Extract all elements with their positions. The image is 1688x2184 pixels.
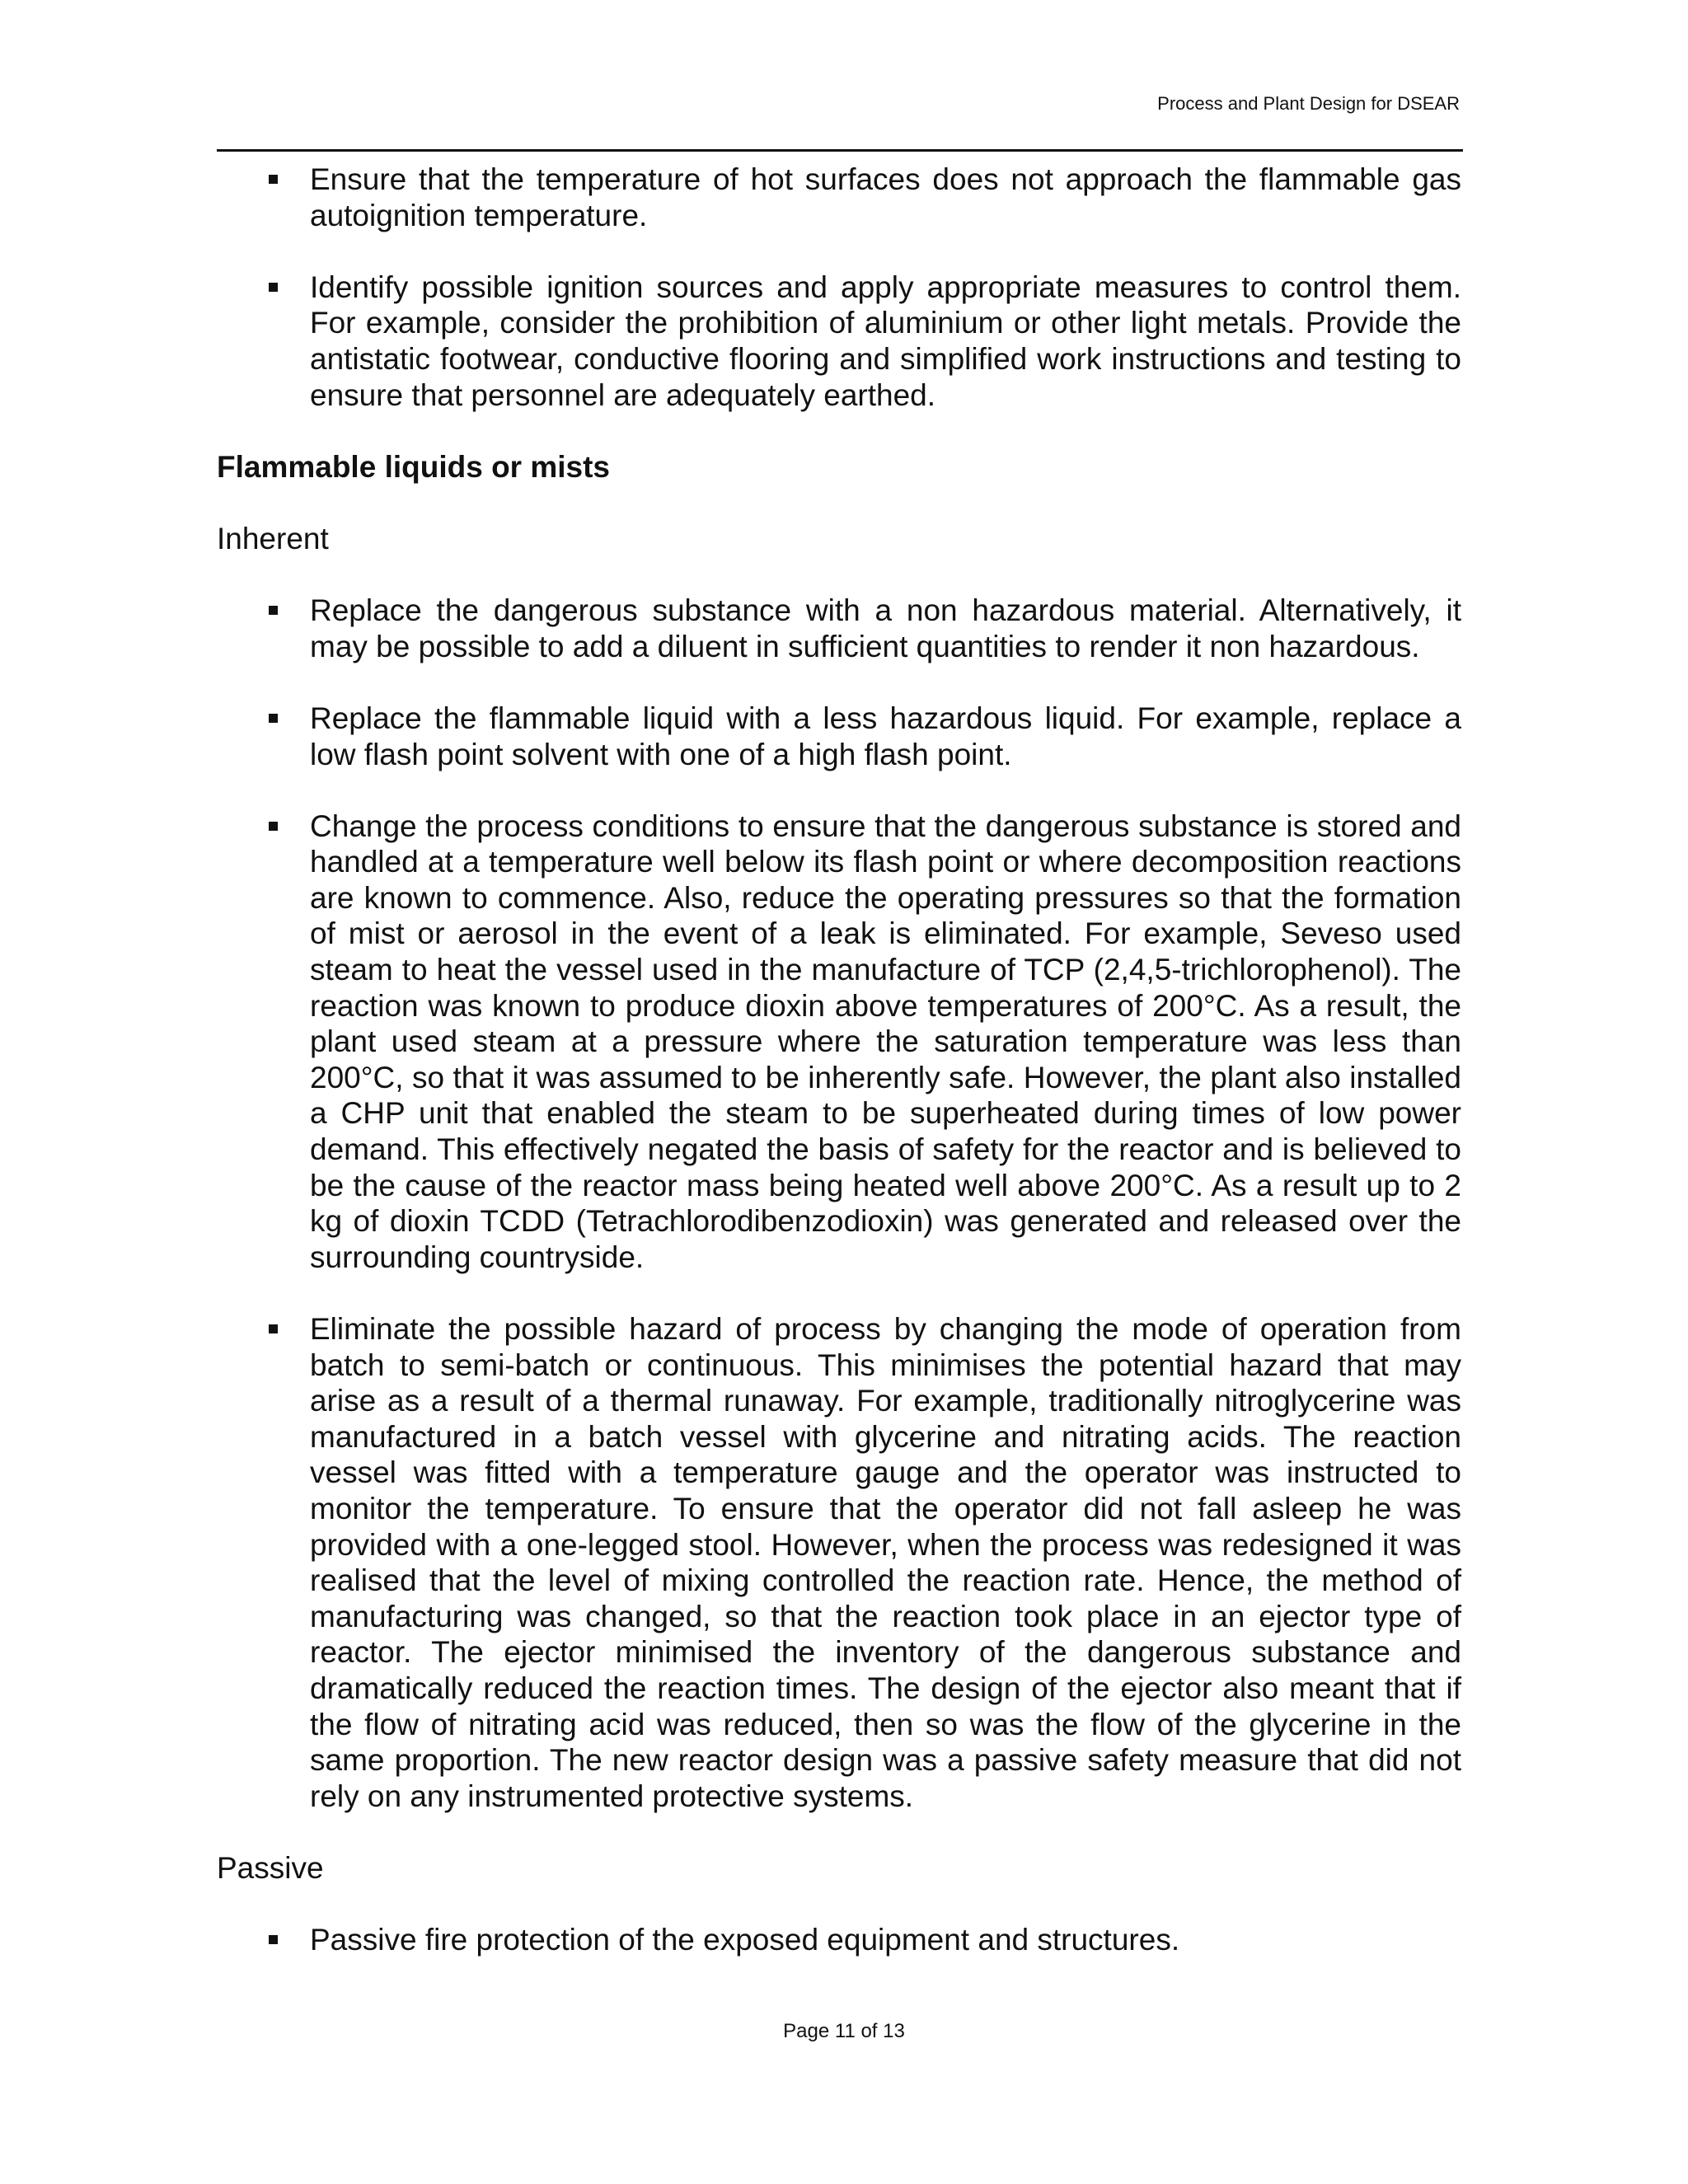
- list-item-text: Eliminate the possible hazard of process by changing the mode of operation from batch to semi-batch or continuous. This minimises the potential hazard that may arise as a result of a thermal runaway. For example, traditionally nitroglycerine was manufactured in a batch vessel with glycerine and nitrating acids. The reaction vessel was fitted with a temperature gauge and the operator was instructed to monitor the temperature. To ensure that the operator did not fall asleep he was provided with a one-legged stool. However, when the process was redesigned it was realised that the level of mixing controlled the reaction rate. Hence, the method of manufacturing was changed, so that the reaction took place in an ejector type of reactor. The ejector minimised the inventory of the dangerous substance and dramatically reduced the reaction times. The design of the ejector also meant that if the flow of nitrating acid was reduced, then so was the flow of the glycerine in the same proportion. The new reactor design was a passive safety measure that did not rely on any instrumented protective systems.: [310, 1312, 1461, 1813]
- list-item: [217, 593, 1461, 664]
- list-item: [217, 1922, 1461, 1958]
- list-item-text: Replace the dangerous substance with a non hazardous material. Alternatively, it may be possible to add a diluent in sufficient quantities to render it non hazardous.: [310, 593, 1461, 663]
- list-item-text: Replace the flammable liquid with a less hazardous liquid. For example, replace a low flash point solvent with one of a high flash point.: [310, 701, 1461, 771]
- list-item-text: Identify possible ignition sources and apply appropriate measures to control them. For example, consider the prohibition of aluminium or other light metals. Provide the antistatic footwear, conductive flooring and simplified work instructions and testing to ensure that personnel are adequately earthed.: [310, 269, 1461, 412]
- passive-bullet-list: [217, 1922, 1461, 1958]
- list-item: [217, 162, 1461, 233]
- page-number: Page 11 of 13: [783, 2020, 905, 2042]
- inherent-bullet-list: [217, 593, 1461, 1814]
- square-bullet-icon: [269, 714, 278, 723]
- running-header: Process and Plant Design for DSEAR: [1157, 93, 1460, 114]
- square-bullet-icon: [269, 1935, 278, 1944]
- inherent-subheading: Inherent: [217, 521, 329, 555]
- square-bullet-icon: [269, 606, 278, 615]
- square-bullet-icon: [269, 822, 278, 831]
- square-bullet-icon: [269, 175, 278, 184]
- square-bullet-icon: [269, 1324, 278, 1333]
- header-rule: [217, 149, 1463, 152]
- list-item: [217, 269, 1461, 413]
- list-item: [217, 701, 1461, 772]
- list-item: [217, 808, 1461, 1276]
- passive-subheading: Passive: [217, 1850, 324, 1885]
- list-item-text: Passive fire protection of the exposed equipment and structures.: [310, 1923, 1180, 1957]
- square-bullet-icon: [269, 283, 278, 292]
- document-body: [217, 162, 1461, 1994]
- section-heading: Flammable liquids or mists: [217, 449, 611, 484]
- list-item-text: Change the process conditions to ensure that the dangerous substance is stored and handled at a temperature well below its flash point or where decomposition reactions are known to commence. Also, reduce the operating pressures so that the formation of mist or aerosol in the event of a leak is eliminated. For example, Seveso used steam to heat the vessel used in the manufacture of TCP (2,4,5-trichlorophenol). The reaction was known to produce dioxin above temperatures of 200°C. As a result, the plant used steam at a pressure where the saturation temperature was less than 200°C, so that it was assumed to be inherently safe. However, the plant also installed a CHP unit that enabled the steam to be superheated during times of low power demand. This effectively negated the basis of safety for the reactor and is believed to be the cause of the reactor mass being heated well above 200°C. As a result up to 2 kg of dioxin TCDD (Tetrachlorodibenzodioxin) was generated and released over the surrounding countryside.: [310, 808, 1461, 1274]
- list-item-text: Ensure that the temperature of hot surfaces does not approach the flammable gas autoignition temperature.: [310, 162, 1461, 232]
- top-bullet-list: [217, 162, 1461, 413]
- list-item: [217, 1311, 1461, 1814]
